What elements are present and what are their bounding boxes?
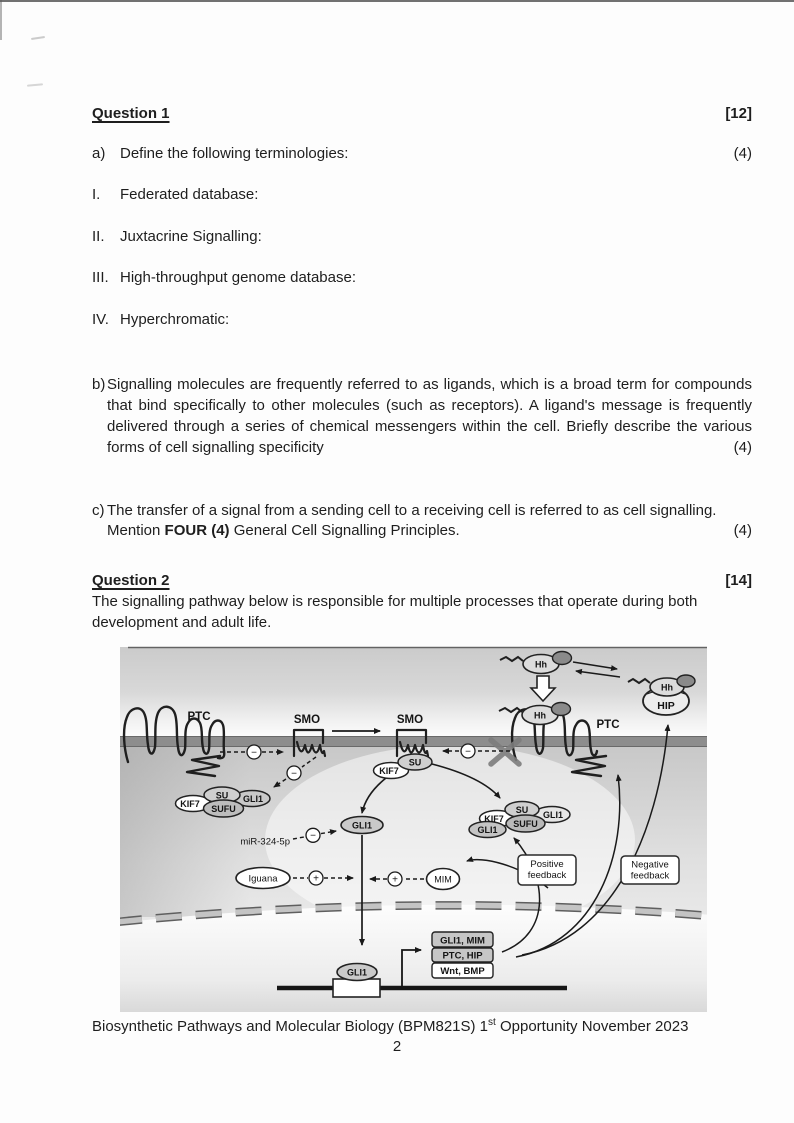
q1-item-b-line1 xyxy=(92,375,752,395)
hip-label: HIP xyxy=(657,700,675,712)
item-label: II. xyxy=(92,228,105,245)
positive-feedback-box xyxy=(518,855,576,885)
hedgehog-pathway-figure xyxy=(120,645,707,1017)
question1-heading: Question 1 xyxy=(92,105,170,122)
su-label: SU xyxy=(515,805,529,815)
page-number: 2 xyxy=(392,1038,402,1055)
question2-heading-row xyxy=(92,571,752,591)
q1-item-c-line2 xyxy=(92,521,752,541)
mim-label: MIM xyxy=(434,874,452,885)
text-segment: General Cell Signalling Principles. xyxy=(229,522,460,539)
ptc-left-label: PTC xyxy=(187,711,211,723)
q2-intro-line2: development and adult life. xyxy=(92,614,272,631)
footer xyxy=(92,1017,688,1035)
ptc-right-label: PTC xyxy=(596,719,620,731)
scan-edge-left xyxy=(0,0,2,40)
item-marks: (4) xyxy=(733,522,752,539)
minus-sign-icon: − xyxy=(251,747,257,759)
sufu-label: SUFU xyxy=(513,819,538,829)
item-label: IV. xyxy=(92,311,109,328)
hh-label: Hh xyxy=(535,659,547,670)
gli1-label: GLI1 xyxy=(242,794,264,804)
scan-edge-top xyxy=(0,0,794,2)
smo-left-label: SMO xyxy=(293,714,321,726)
q2-intro-line1: The signalling pathway below is responsible for multiple processes that operate during both xyxy=(92,593,698,610)
question1-heading-row xyxy=(92,104,752,124)
cholesterol-moiety-icon xyxy=(553,652,572,665)
gli1-label: GLI1 xyxy=(351,820,373,831)
minus-sign-icon: − xyxy=(291,768,297,780)
q1-item-b-line3: delivered through a series of chemical messengers within the cell. Briefly describe the various xyxy=(107,418,752,435)
pencil-mark xyxy=(31,36,45,40)
hh-label: Hh xyxy=(661,682,673,693)
paragraph-line: forms of cell signalling specificity xyxy=(107,439,324,456)
plasma-membrane xyxy=(120,736,707,747)
hh-label: Hh xyxy=(534,710,546,721)
gli1-active xyxy=(341,817,383,834)
figure-background xyxy=(120,647,707,1012)
cholesterol-moiety-icon xyxy=(552,703,571,716)
gene-label: GLI1, MIM xyxy=(440,935,485,947)
item-marks: (4) xyxy=(733,145,752,162)
mir-label: miR-324-5p xyxy=(240,836,290,848)
gene-label: Wnt, BMP xyxy=(440,966,485,977)
item-label: a) xyxy=(92,145,106,162)
paragraph-line: The transfer of a signal from a sending cell to a receiving cell is referred to as cell signalling. xyxy=(107,502,717,519)
item-label: I. xyxy=(92,186,101,203)
item-text: Federated database: xyxy=(120,186,259,203)
gli1-label: GLI1 xyxy=(346,967,368,978)
q1-item-iv xyxy=(92,310,752,330)
smo-right-label: SMO xyxy=(396,714,424,726)
item-text: High-throughput genome database: xyxy=(120,269,357,286)
item-label: III. xyxy=(92,269,109,286)
positive-feedback-label: feedback xyxy=(527,870,567,881)
gli1-label: GLI1 xyxy=(477,825,498,835)
negative-feedback-box xyxy=(621,856,679,884)
plus-sign-icon: + xyxy=(392,874,398,886)
su-label: SU xyxy=(215,790,229,801)
kif7-label: KIF7 xyxy=(379,766,399,776)
footer-superscript: st xyxy=(488,1017,496,1028)
sufu-label: SUFU xyxy=(211,804,236,814)
item-marks: (4) xyxy=(733,439,752,456)
negative-feedback-label: Negative xyxy=(631,859,669,871)
footer-text: Opportunity November 2023 xyxy=(495,1018,689,1035)
gli1-label: GLI1 xyxy=(542,810,564,820)
q1-item-ii xyxy=(92,227,752,247)
gene-label: PTC, HIP xyxy=(442,950,483,962)
negative-feedback-label: feedback xyxy=(630,870,670,882)
minus-sign-icon: − xyxy=(310,830,316,842)
item-text: Juxtacrine Signalling: xyxy=(120,228,262,245)
pencil-mark xyxy=(27,83,43,86)
q1-item-c-line1 xyxy=(92,501,752,521)
question1-marks: [12] xyxy=(725,105,752,122)
minus-sign-icon: − xyxy=(465,746,471,758)
q1-item-iii xyxy=(92,268,752,288)
item-text: Hyperchromatic: xyxy=(120,311,230,328)
plus-sign-icon: + xyxy=(313,873,319,885)
q1-item-a xyxy=(92,144,752,164)
q1-item-i xyxy=(92,185,752,205)
text-segment-bold: FOUR (4) xyxy=(164,522,230,539)
question2-marks: [14] xyxy=(725,572,752,589)
footer-text: Biosynthetic Pathways and Molecular Biology (BPM821S) 1 xyxy=(92,1018,489,1035)
kif7-label: KIF7 xyxy=(180,799,200,809)
q1-item-b-line2: that bind specifically to other molecules (such as receptors). A ligand's message is frequently xyxy=(107,397,752,414)
item-label: b) xyxy=(92,376,106,393)
question2-heading: Question 2 xyxy=(92,572,170,589)
su-label: SU xyxy=(408,757,422,768)
promoter-box xyxy=(333,979,380,997)
cholesterol-moiety-icon xyxy=(677,675,695,687)
iguana-label: Iguana xyxy=(248,873,278,885)
item-label: c) xyxy=(92,502,105,519)
kif7-label: KIF7 xyxy=(484,814,504,824)
q1-item-b-line4 xyxy=(92,438,752,458)
item-text: Define the following terminologies: xyxy=(120,145,349,162)
text-segment: Mention xyxy=(107,522,165,539)
target-gene-boxes xyxy=(432,932,493,978)
paragraph-line: Signalling molecules are frequently referred to as ligands, which is a broad term for compounds xyxy=(107,376,752,393)
positive-feedback-label: Positive xyxy=(530,859,564,870)
